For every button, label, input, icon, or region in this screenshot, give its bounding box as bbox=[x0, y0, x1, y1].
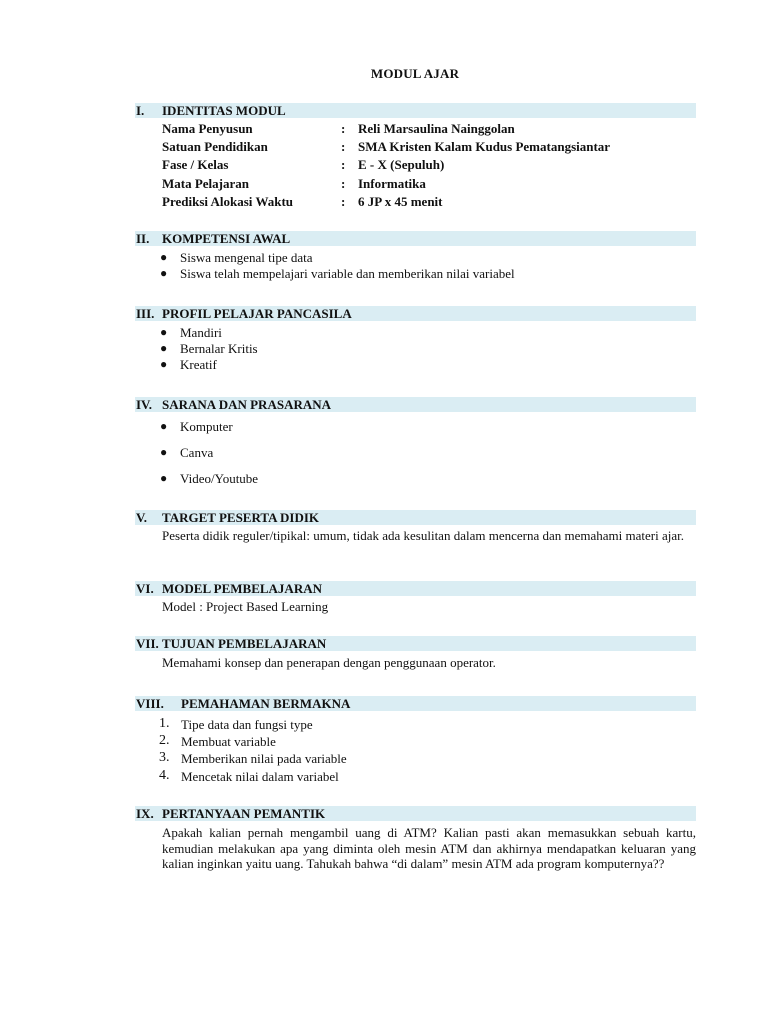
list-item-text: Komputer bbox=[180, 419, 233, 434]
list-item-text: Siswa mengenal tipe data bbox=[180, 250, 313, 265]
section-title: PERTANYAAN PEMANTIK bbox=[162, 806, 326, 821]
section-title: PROFIL PELAJAR PANCASILA bbox=[162, 306, 352, 321]
item-text: Mencetak nilai dalam variabel bbox=[181, 769, 339, 784]
item-number: 4. bbox=[159, 768, 170, 783]
list-item bbox=[160, 341, 258, 357]
item-text: Memberikan nilai pada variable bbox=[181, 751, 347, 766]
identity-colon: : bbox=[341, 139, 346, 154]
list-item bbox=[160, 266, 515, 282]
section-title: KOMPETENSI AWAL bbox=[162, 231, 291, 246]
bullet-icon: ● bbox=[160, 445, 168, 459]
section-number: VI. bbox=[136, 581, 154, 596]
identity-label: Prediksi Alokasi Waktu bbox=[162, 194, 294, 209]
item-number: 2. bbox=[159, 733, 170, 748]
identity-row bbox=[162, 139, 268, 155]
section-title: MODEL PEMBELAJARAN bbox=[162, 581, 322, 596]
bullet-icon: ● bbox=[160, 419, 168, 433]
item-text: Tipe data dan fungsi type bbox=[181, 717, 313, 732]
section-number: V. bbox=[136, 510, 147, 525]
identity-row bbox=[162, 157, 228, 173]
list-item bbox=[160, 325, 222, 341]
section-title: SARANA DAN PRASARANA bbox=[162, 397, 332, 412]
identity-value: 6 JP x 45 menit bbox=[358, 194, 443, 209]
identity-colon: : bbox=[341, 194, 346, 209]
bullet-icon: ● bbox=[160, 250, 168, 264]
section-title: PEMAHAMAN BERMAKNA bbox=[181, 696, 351, 711]
identity-value: Informatika bbox=[358, 176, 426, 191]
section-number: II. bbox=[136, 231, 150, 246]
list-item bbox=[160, 445, 214, 461]
identity-colon: : bbox=[341, 157, 346, 172]
list-item bbox=[160, 471, 259, 487]
section-header-kompetensi-awal bbox=[135, 231, 696, 246]
numbered-item bbox=[159, 750, 347, 767]
identity-label: Fase / Kelas bbox=[162, 157, 229, 172]
identity-colon: : bbox=[341, 121, 346, 136]
identity-value: SMA Kristen Kalam Kudus Pematangsiantar bbox=[358, 139, 611, 154]
section-title: TARGET PESERTA DIDIK bbox=[162, 510, 320, 525]
item-number: 3. bbox=[159, 750, 170, 765]
identity-value: Reli Marsaulina Nainggolan bbox=[358, 121, 515, 136]
identity-label: Nama Penyusun bbox=[162, 121, 253, 136]
page-title: MODUL AJAR bbox=[370, 66, 460, 81]
section-title: IDENTITAS MODUL bbox=[162, 103, 286, 118]
list-item-text: Kreatif bbox=[180, 357, 217, 372]
identity-value: E - X (Sepuluh) bbox=[358, 157, 445, 172]
pertanyaan-paragraph: Apakah kalian pernah mengambil uang di ATM? Kalian pasti akan memasukkan sebuah kartu, kemudian melakukan apa yang diminta oleh mesin ATM dan akhirnya mendapatkan keluaran yang kalian inginkan yaitu uang. Tahukah bahwa “di dalam” mesin ATM ada program komputernya?? bbox=[162, 825, 696, 871]
section-header-model bbox=[135, 581, 696, 596]
section-number: I. bbox=[136, 103, 145, 118]
model-text: Model : Project Based Learning bbox=[162, 599, 329, 614]
section-number: VIII. bbox=[136, 696, 164, 711]
tujuan-text: Memahami konsep dan penerapan dengan penggunaan operator. bbox=[162, 655, 496, 670]
bullet-icon: ● bbox=[160, 341, 168, 355]
section-number: IX. bbox=[136, 806, 154, 821]
bullet-icon: ● bbox=[160, 266, 168, 280]
section-header-identitas bbox=[135, 103, 696, 118]
numbered-item bbox=[159, 716, 313, 733]
section-number: III. bbox=[136, 306, 155, 321]
list-item-text: Siswa telah mempelajari variable dan memberikan nilai variabel bbox=[180, 266, 515, 281]
section-header-tujuan bbox=[135, 636, 696, 651]
section-header-pertanyaan bbox=[135, 806, 696, 821]
section-number: VII. bbox=[136, 636, 159, 651]
list-item-text: Video/Youtube bbox=[180, 471, 259, 486]
identity-row bbox=[162, 121, 253, 137]
list-item bbox=[160, 419, 233, 435]
target-paragraph: Peserta didik reguler/tipikal: umum, tidak ada kesulitan dalam mencerna dan memahami materi ajar. bbox=[162, 528, 684, 543]
section-header-target bbox=[135, 510, 696, 525]
list-item-text: Canva bbox=[180, 445, 214, 460]
numbered-item bbox=[159, 768, 339, 785]
section-number: IV. bbox=[136, 397, 153, 412]
item-number: 1. bbox=[159, 716, 170, 731]
numbered-item bbox=[159, 733, 276, 750]
item-text: Membuat variable bbox=[181, 734, 276, 749]
section-title: TUJUAN PEMBELAJARAN bbox=[162, 636, 327, 651]
bullet-icon: ● bbox=[160, 471, 168, 485]
list-item-text: Mandiri bbox=[180, 325, 222, 340]
section-header-pemahaman bbox=[135, 696, 696, 711]
list-item bbox=[160, 357, 217, 373]
identity-label: Satuan Pendidikan bbox=[162, 139, 268, 154]
identity-row bbox=[162, 176, 249, 192]
bullet-icon: ● bbox=[160, 325, 168, 339]
identity-label: Mata Pelajaran bbox=[162, 176, 250, 191]
list-item-text: Bernalar Kritis bbox=[180, 341, 258, 356]
identity-row bbox=[162, 194, 293, 210]
identity-colon: : bbox=[341, 176, 346, 191]
list-item bbox=[160, 250, 313, 266]
section-header-sarana bbox=[135, 397, 696, 412]
bullet-icon: ● bbox=[160, 357, 168, 371]
section-header-profil-pelajar bbox=[135, 306, 696, 321]
